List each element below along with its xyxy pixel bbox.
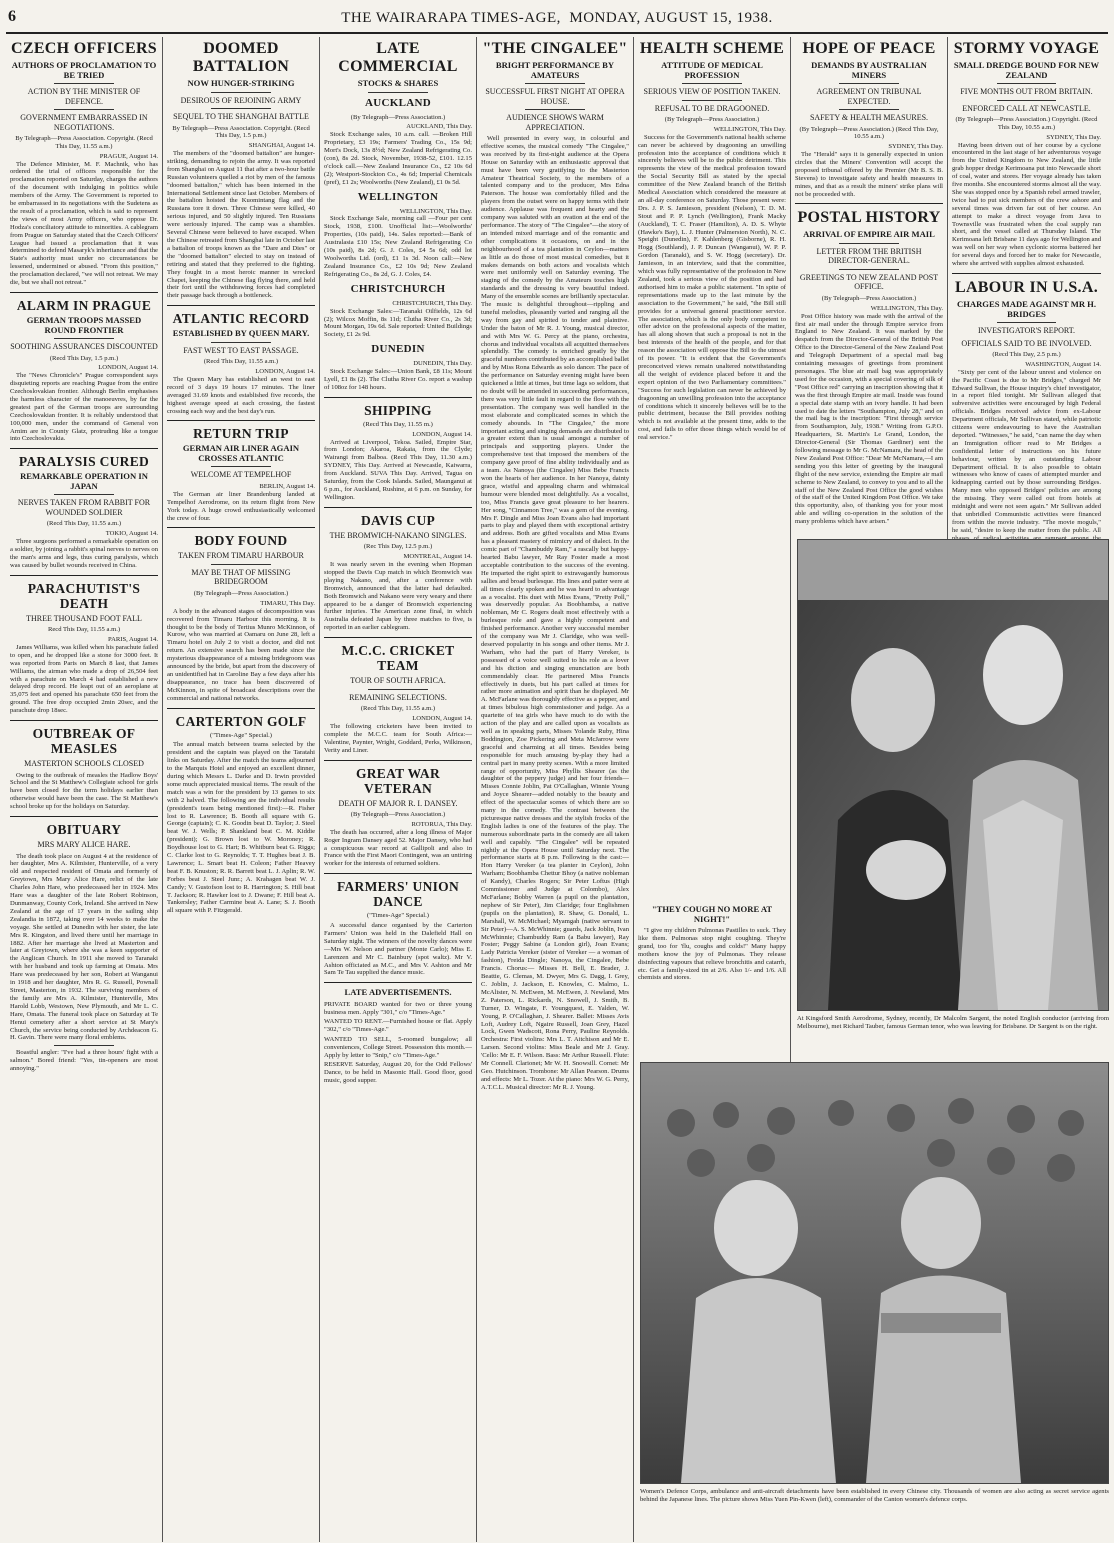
photo-block-bottom bbox=[640, 1058, 1109, 1508]
subheadline: AUTHORS OF PROCLAMATION TO BE TRIED bbox=[11, 60, 157, 80]
credit-line: (By Telegraph—Press Association.) bbox=[821, 294, 917, 302]
subheadline: TAKEN FROM TIMARU HARBOUR bbox=[178, 551, 304, 561]
subheadline: REMARKABLE OPERATION IN JAPAN bbox=[20, 471, 148, 491]
headline: HOPE OF PEACE bbox=[802, 40, 936, 57]
headline: ALARM IN PRAGUE bbox=[16, 298, 152, 313]
photo-image bbox=[798, 540, 1108, 1010]
article-body: The Defence Minister, M. F. Machnik, who has ordered the trial of officers responsible for the proclamation reported on Saturday, charges the authors of the document with indulging in politics while members of the Army. The Government is reported to be embarrassed in its negotiations with the Sudetens as the result of a proclamation, which is said to represent the views of most Army officers, who oppose Dr. Hodza's conciliatory attitude to minorities. A cablegram from Prague on Saturday stated that the Czech Officers' League had issued a proclamation that it was determined to defend Masaryk's inheritance and that the State's authority must under no circumstances be lessened, undermined or abused. "From this position," the proclamation declared, "we will not retreat. We may die, but we shall not retreat." bbox=[10, 160, 158, 287]
headline: OBITUARY bbox=[46, 822, 122, 838]
column-2 bbox=[163, 37, 320, 1542]
article-carterton-golf bbox=[167, 714, 315, 916]
cough-ad bbox=[634, 899, 791, 1069]
subheadline: AUDIENCE SHOWS WARM APPRECIATION. bbox=[506, 113, 604, 132]
subheadline: SERIOUS VIEW OF POSITION TAKEN. bbox=[643, 87, 781, 96]
article-body: It was nearly seven in the evening when Hopman stopped the Davis Cup match in which Bromwich was playing Nakano, and, after a conference with Bromwich, announced that the latter had defaulted. Both Bromwich and Nakano were very weary and there appeared to be a danger of Bromwich experiencing further injuries. The American zone final, in which Australia defeated Japan by three matches to five, is reported in an earlier cablegram. bbox=[324, 561, 472, 632]
article-body: Owing to the outbreak of measles the Hadlow Boys' School and the St Matthew's Collegiate school for girls have been closed for the term holidays earlier than otherwise would have been the case. The St Matthew's school broke up for the holidays on Saturday. bbox=[10, 771, 158, 811]
subheadline: MAY BE THAT OF MISSING BRIDEGROOM bbox=[191, 567, 291, 587]
subheadline: BRIGHT PERFORMANCE BY AMATEURS bbox=[495, 60, 615, 80]
article-body: Success for the Government's national health scheme can never be achieved by dragooning an unwilling profession into the acceptance of conditions which it sincerely believes will be to the public detriment. This represents the view of the medical profession toward the Social Security Bill as stated by the special committee of the New Zealand branch of the British Medical Association which considered the measure at an all-day conference on Saturday. Those present were: Drs. J. P. S. Jamieson, president (Nelson), T. D. M. Stout and P. P. Lynch (Wellington), Frank Macky (Auckland), T. C. Fraser (Hamilton), A. D. S. Whyte (Hawke's Bay), L. J. Hunter (Palmerston North), N. C. Speight (Dunedin), F. Kahlenberg (Gisborne), R. H. Hogg (Southland), J. P. Duncan (Wanganui), W. P. P. Gordon (Taranaki), and S. W. Hogg (secretary). Dr. Jamieson, in an interview, said that the committee, which was fully representative of the profession in New Zealand, took a serious view of the position and had authorised him to make a public statement. "In spite of representations made up to the last minute by the association to the Government," he said, "the Bill still provides for a universal general practitioner service. The association, which is the only body competent to offer advice on the professional aspects of the matter, has all along shown that such a proposal is not in the best interests of the health of the people, and for that reason the association will oppose the Bill to the utmost of its power. "It is evident that the Government's preconceived views remain unaltered notwithstanding all the weight of evidence placed before it and the expert opinion of the two Parliamentary committees." "Success for such legislation can never be achieved by dragooning an unwilling profession into the acceptance of conditions which it sincerely believes will be to the public detriment, because the Bill provides nothing which is not available at the present time, adds to the cost, and fails to offer those things which would be of real service." bbox=[638, 133, 786, 442]
classified-ad: RESERVE Saturday, August 20, for the Odd Fellows' Dance, to be held in Masonic Hall. Good floor, good music, good supper. bbox=[324, 1061, 472, 1085]
photo-block-top bbox=[797, 535, 1109, 1035]
classified-ad: PRIVATE BOARD wanted for two or three young business men. Apply "301," c/o "Times-Age." bbox=[324, 1000, 472, 1016]
headline: SHIPPING bbox=[364, 402, 432, 418]
article-body: The German air liner Brandenburg landed at Tempelhof Aerodrome, on its return flight from New York today. A huge crowd enthusiastically welcomed the crew of four. bbox=[167, 490, 315, 522]
dateline: LONDON, August 14. bbox=[255, 368, 315, 376]
credit-line: By Telegraph—Press Association. Copyright. (Recd This Day, 1.5 p.m.) bbox=[172, 124, 310, 140]
article-body: The death took place on August 4 at the residence of her daughter, Mrs A. Kilmister, Hunterville, of a very old and respected resident of Omata and formerly of Greytown, Mrs Mary Alice Hare, relict of the late Charles John Hare, who predeceased her in 1924. Mrs Hare was a daughter of the late Robert Robinson, Dunmanway, County Cork, Ireland. She arrived in New Zealand at the age of 17 years in the sailing ship Zealandia in 1872, taking over 14 weeks to make the voyage. She settled at Dunedin with her sister, the late Mrs R. Kingston, and lived there until her marriage in 1882. After her marriage she lived at Masterton and later at Greytown, where she was a keen supporter of the Anglican Church. In 1911 she moved to Taranaki with her husband and took up farming at Omata. Mrs Hare was predeceased by her son, Robert at Wanganui in 1918 and her daughter, Mrs R. G. Russell, Pownall Street, Masterton, in 1932. The surviving members of the family are Mrs A. Kilmister, Hunterville, Mrs Harold Lobb, Westown, New Plymouth, and Mr L. C. Hare, Omata. The funeral took place on Saturday at Te Henui cemetery after a short service at St Mary's Church, the service being conducted by Archdeacon G. H. Gavin. There were many floral emblems. bbox=[10, 852, 158, 1042]
article-body: Well presented in every way, in colourful and effective scenes, the musical comedy "The Cingalee," was received by its first-night audience at the Opera House on Saturday with an enthusiastic approval that must have been very gratifying to the Masterton Amateur Theatrical Society, to the members of a talented company and to the producer, Mrs Edna Paterson. The house was comfortably filled and the players from the outset were on happy terms with their audience. Applause was frequent and hearty and the company was saluted with an ovation at the end of the performance. The story of "The Cingalee"—the story of an intended mixed marriage and of the romantic and other complications it occasions, on and in the neighbourhood of a tea plantation in Ceylon—matters as little as do those of most musical comedies, but it makes demands on both actors and vocalists which were met uniformly well on Saturday evening. The staging of the comedy by the Amateurs touches high standards and the dressing is very beautiful indeed. Many of the ensemble scenes are brilliantly spectacular. The music is delightful throughout—rippling and tuneful melodies, pleasantly varied and ranging all the way from gay and spirited to tender and plaintive. Under the baton of Mr R. J. Young, musical director, and with Mrs W. G. Percy at the piano, orchestra, chorus and individual vocalists all acquitted themselves splendidly. The comedy is enriched greatly by the graceful numbers contributed by an accomplished ballet and by Miss Rona Edwards as solo dancer. The pace of the performance on Saturday evening might have been quickened a little at times, but time lags so seldom, that no doubt will be amended in succeeding performances, there was very little fault in regard to the flow with the presentation. The company was well handled in the most elaborate and complicated scenes in which the comedy abounds. In "The Cingalee," the more important acting and singing demands are distributed to a greater extent than is usual amongst a number of principals and supporting players. Under the comprehensive test that imposed the members of the company gave proof of fine ability individually and as a team. As Nanoya (the Cingalee) Miss Bebe Francis won the hearts of her audience. In her Nanoya, dainty grace, wistful and appealing charm and whimsical humour were blended most delightfully. As a vocalist, too, Miss Francis gave great pleasure to her hearers. Her song, "Cinnamon Tree," was a gem of the evening. Mrs F. Dingle and Miss Joan Evans also had important parts to play and played them with exceptional artistry and address. Both are gifted vocalists and Miss Evans has a pleasant mastery of mimicry and of dialect. In the comic part of "Chambuddy Ram," a rascally but happy-hearted Babu lawyer, Mr Ray Foster made a most acceptable contribution to the success of the evening. He imparted the right spirit to extravagantly humorous sallies and broad burlesque. His lines and patter were at all times clearly spoken and he was heard to advantage as a vocalist. His duet with Miss Evans, "Pretty Poll," was deservedly popular. As Boobhamba, a native nobleman, Mr C. Rogers dealt most effectively with a burlesque role and gave a highly competent and finished performance. Another very successful member of the company was Mr J. Claridge, who was well-deserved popularity in his songs and other items. Mr J. Warham, who had the part of Harry Vereker, is possessed of a voice well suited to his role as a lover and his diction and singing enunciation are both commendably clear. He partnered Miss Francis effectively in duets, but his part called at times for rather more animation and spirit than he displayed. Mr A. McFarlane was thoroughly effective as a pepper, and at times bibulous high commissioner and judge. As a quartette of tea girls who have much to do with the action of the play and are called upon as vocalists as well as in speaking parts, Misses Yolande Ruby, Hina Boddington, Zoe Pickering and Meta McJarrow were graceful and charming at all times. Besides being responsible for much amusing by-play they had a central part in many pretty scenes. With a more limited range of opportunity, Miss Phyllis Shearer (as the daughter of the peppery judge) and her four friends—Misses Connie Joblin, Pat O'Callaghan, Winnie Young and Joyce Shearer—added notably to the beauty and effect of the spectacular scenes of which there are so many in the comedy. The contrast between the picturesque native dresses and the stylish frocks of the English ladies is one of the features of the play. The numerous subordinate parts in the comedy are all taken well and capably. "The Cingalee" will be repeated nightly at the Opera House until Saturday next. The performance starts at 8 p.m. Following is the cast:— Hon Harry Vereker (a tea planter in Ceylon), John Warham; Boobhamba Chettur Bhoy (a native nobleman of Kandy), Charles Rogers; Sir Peter Loftus (High Commissioner and Judge at Colombo), Alex McFarlane; Bobby Warren (a pupil on the plantation, nephew of Sir Peter), Jim Claridge; four Englishmen (pupils on the plantation), R. Shaw, G. Donald, L. Marshall, W. McMichael; Myamgah (native servant to Sir Peter)—A. S. McWhinnie; guards, Jack Joblin, Ivan McWhinnie; Chambuddy Ram (a Babu lawyer), Ray Foster; Peggy Sabine (a London girl), Joan Evans; Lady Patricia Vereker (sister of Vereker — a woman of fashion), Freida Dingle; Nanoya, the Cingalee, Bebe Francis. Chorus:— Misses H. Bell, E. Brader, J. Beattie, G. Clemas, M. Dwyer, Mrs G. Dagg, I. Grey, C. Joblin, J. Jackson, E. Knowles, C. Malmo, L. McAlister, N. McEwen, M. McEwen, J. Newland, Mrs Z. Paterson, L. Rickards, N. Snowell, J. Smith, B. Turner, D. Wingate, F. Youngquest, E. Yalden, W. Young, P. O'Callaghan, J. Shearer. Ballet: Misses Avis Loft, Audrey Loft, Ngaire Russell, Joan Grey, Hazel Lock, Gwen Wadscott, Rona Perry, Pauline Reynolds. Orchestra: First violins: Mrs L. T. Aitchison and Mr E. Larsen. Second violins: Miss Beale and Mr J. Gray. 'Cello: Mr E. F. Wilson. Bass: Mr Arthur Russell. Flute: Mr Connell. Clarionet; Mr W. H. Snowsill. Cornet: Mr Geo. Hutchinson. Trombone: Mr Allan Pearson. Drums and effects: Mr L. Tozer. At the piano: Mrs W. G. Perry, A.T.C.L. Musical director: Mr R. J. Young. bbox=[481, 135, 629, 1091]
dateline: PRAGUE, August 14. bbox=[99, 152, 158, 160]
subheadline: SOOTHING ASSURANCES DISCOUNTED bbox=[10, 342, 158, 351]
subheadline: STOCKS & SHARES bbox=[357, 78, 439, 88]
article-body: Stock Exchange Sales:—Union Bank, £8 11s; Mount Lyell, £1 8s (2). The Clutha River Co. report a washup of 108oz for 148 hours. bbox=[324, 368, 472, 391]
subheadline: WELCOME AT TEMPELHOF bbox=[190, 470, 292, 480]
dateline: LONDON, August 14. bbox=[98, 364, 158, 372]
subheadline: THE BROMWICH-NAKANO SINGLES. bbox=[329, 530, 467, 540]
subheadline: ATTITUDE OF MEDICAL PROFESSION bbox=[661, 60, 763, 80]
subheadline: SEQUEL TO THE SHANGHAI BATTLE bbox=[173, 112, 309, 121]
dateline: SYDNEY, This Day. bbox=[888, 143, 943, 151]
credit-line: ("Times-Age" Special.) bbox=[367, 912, 429, 920]
subheadline: CHARGES MADE AGAINST MR H. BRIDGES bbox=[956, 299, 1097, 319]
section-head-wellington: WELLINGTON bbox=[357, 190, 439, 203]
headline: RETURN TRIP bbox=[193, 426, 289, 442]
headline: ATLANTIC RECORD bbox=[172, 311, 310, 327]
photo-womens-defence-corps bbox=[640, 1062, 1109, 1484]
subheadline: TOUR OF SOUTH AFRICA. bbox=[350, 676, 446, 686]
subheadline: ESTABLISHED BY QUEEN MARY. bbox=[172, 328, 310, 339]
subheadline: MASTERTON SCHOOLS CLOSED bbox=[24, 759, 144, 769]
dateline: TIMARU, This Day. bbox=[260, 599, 315, 607]
masthead bbox=[6, 4, 1108, 34]
article-parachutists-death bbox=[10, 581, 158, 715]
headline: HEALTH SCHEME bbox=[639, 40, 785, 57]
dateline: CHRISTCHURCH, This Day. bbox=[392, 299, 472, 307]
subheadline: FIVE MONTHS OUT FROM BRITAIN. bbox=[960, 87, 1093, 96]
subheadline: SMALL DREDGE BOUND FOR NEW ZEALAND bbox=[953, 60, 1100, 80]
dateline: WASHINGTON, August 14. bbox=[1025, 360, 1101, 368]
subheadline: INVESTIGATOR'S REPORT. bbox=[977, 326, 1076, 335]
credit-line: (By Telegraph—Press Association.) bbox=[664, 116, 760, 123]
subheadline: DEATH OF MAJOR R. I. DANSEY. bbox=[338, 798, 458, 808]
subheadline: GREETINGS TO NEW ZEALAND POST OFFICE. bbox=[799, 272, 939, 292]
dateline: TOKIO, August 14. bbox=[105, 530, 158, 538]
headline: LABOUR IN U.S.A. bbox=[954, 279, 1099, 296]
credit-line: (By Telegraph—Press Association.) bbox=[193, 589, 289, 597]
article-body: The following cricketers have been invited to complete the M.C.C. team for South Africa:—Valentine, Paynter, Wright, Goddard, Perks, Wilkinson, Verity and Liner. bbox=[324, 722, 472, 754]
article-body: The "Herald" says it is generally expected in union circles that the Miners' Convention will accept the proposed tribunal offered by the Premier (Mr B. S. B. Stevens) to investigate safety and health measures in mines, and that as a result the miners' strike plans will not be proceeded with. bbox=[795, 151, 943, 198]
dateline: WELLINGTON, This Day. bbox=[870, 304, 943, 312]
credit-line: (Recd This Day, 1.5 p.m.) bbox=[49, 354, 119, 362]
article-body: The annual match between teams selected by the president and the captain was played on the Taratahi links on Saturday. After the match the teams adjourned to the Marquis Hotel and enjoyed an excellent dinner, during which Messrs L. Darke and D. Irwin provided some much appreciated musical items. The result of the match was a win for the president by 13 games to six with 2 halved. The following are the individual results (president's team being mentioned first):—R. Fisher lost to R. Lawrence; B. Booth all square with G. George (captain); C. K. Goodin beat D. Taylor; J. Steel beat W. J. Wells; P. Shankland beat C. M. Kiddie (president); G. Brown lost to W. Moroney; R. Boydhouse lost to G. Hart; B. Whitburn beat G. Riggs; C. Clarke lost to G. Reynolds; T. T. Hughes beat J. B. Lawrence; L. Smart beat H. Coleon; Father Heavey beat F. B. Knuston; R. R. Barrett beat L. J. Aplin; R. W. Forbes beat J. Steel Junr.; A. Krahagen beat W. J. Candy; V. Gustofson lost to R. Harrington; S. Hill beat T. Jackson; R. Hawker lost to J. Dwane; F. Hill beat A. Tankersley; Father Carmine beat A. Lane; S. J. Booth all square with P. Fitzgerald. bbox=[167, 741, 315, 915]
article-labour-in-usa bbox=[952, 279, 1101, 574]
headline: PARACHUTIST'S DEATH bbox=[27, 580, 141, 611]
classified-ad: WANTED TO SELL, 5-roomed bungalow; all conveniences, College Street. Possession this month.—Apply by letter to "Snip," c/o "Times-Age." bbox=[324, 1036, 472, 1059]
headline: POSTAL HISTORY bbox=[797, 209, 941, 227]
subheadline: DEMANDS BY AUSTRALIAN MINERS bbox=[811, 60, 927, 80]
article-body: Having been driven out of her course by a cyclone encountered in the last stage of her adventurous voyage from the United Kingdom to New Zealand, the little grab hopper dredge Kerimoana put into Newcastle short of coal, water and stores. Her voyage already has taken five months. She encountered storms almost all the way. She was stopped once by a Spanish rebel armed trawler, twice had to put sick members of the crew ashore and several times was driven far out of her course. An attempt to make a direct voyage from Java to Townsville was frustrated when the coal supply ran short, and the vessel called at Thursday Island. The Kerimoana left Brisbane 11 days ago for Wellington and was well on her way when cyclonic storms battered her for several days and forced her to make for Newcastle, where she arrived with supplies almost exhausted. bbox=[952, 141, 1101, 268]
headline: "THE CINGALEE" bbox=[482, 40, 628, 57]
dateline: ROTORUA, This Day. bbox=[411, 820, 472, 828]
article-body: Stock Exchange Sale, morning call —Four per cent Stock, 1938, £100. Unofficial list:—Woolworths' Properties, (10s paid), 14s. Sales reported:—Bank of Australasia £10 15s; New Zealand Refrigerating Co (10s paid), 8s 2d; G. J. Coles, £4 5s 6d; odd lot Woolworths Ltd. (ord), £1 1s 3d. Noon call:—New Zealand Insurance Co., £2 10s 9d; New Zealand Refrigerating Co., 8s 2d, G. J. Coles, £4. bbox=[324, 215, 472, 278]
subheadline: OFFICIALS SAID TO BE INVOLVED. bbox=[961, 338, 1092, 348]
article-body: "Sixty per cent of the labour unrest and violence on the Pacific Coast is due to Mr Bridges," charged Mr Edward Sullivan, the House inquiry's chief investigator, in a report filed tonight. Mr Sullivan alleged that subversive activities were encouraged by high Federal officials. Bridges received advice from ex-Labour Department officials, Mr Sullivan stated, while patriotic citizens were endeavouring to have the Australian deported. "Witnesses," he said, "can name the day when an Immigration officer read to Mr Bridges a confidential letter of instructions on his future behaviour, written by an outstanding Labour Department official. It is also possible to obtain witnesses who know of cases of attempted murder and kidnapping carried out by those surrounding Bridges. Many men who opposed Bridges' policies are among the missing. They were called out from hotels at midnight and were not seen again." Mr Sullivan added that unbridled Communistic activities were financed from within the movie industry. "The movie moguls," he said, "desire to keep the matter from the public. All bbox=[952, 368, 1101, 534]
headline: DAVIS CUP bbox=[360, 512, 436, 528]
ad-body: "I give my children Pulmonas Pastilles to suck. They like them. Pulmonas stop night coughing. They're grand, too for 'flu, coughs and colds!" Many happy mothers know the joy of Pulmonas. They release disinfecting vapours that relieve bronchitis and catarrh, etc. Get a family-sized tin at 2/6. Also 1/- and 1/6. All chemists and stores. bbox=[638, 927, 786, 982]
subheadline: GOVERNMENT EMBARRASSED IN NEGOTIATIONS. bbox=[20, 113, 148, 132]
headline: LATE COMMERCIAL bbox=[338, 40, 458, 75]
article-body: Arrived at Liverpool, Tekoa. Sailed, Empire Star, from London; Akaroa, Rakaia, from the Clyde; Wairangi from Balboa. (Recd This Day, 11.30 a.m.) SYDNEY, This Day. Arrived at Newcastle, Kaiwarra, from Auckland. SUVA This Day. Arrived, Tagua on Saturday, from the Cook Islands. Sailed, Maunganui at 6 p.m., for Auckland, Rushine, at 6 p.m. on Sunday, for Wellington. bbox=[324, 438, 472, 501]
subheadline: FAST WEST TO EAST PASSAGE. bbox=[183, 345, 299, 355]
dateline: LONDON, August 14. bbox=[412, 430, 472, 438]
ads-heading: LATE ADVERTISEMENTS. bbox=[344, 987, 452, 998]
column-1 bbox=[6, 37, 163, 1542]
credit-line: (By Telegraph—Press Association.) bbox=[350, 113, 446, 121]
subheadline: DESIROUS OF REJOINING ARMY bbox=[180, 95, 302, 105]
section-head-dunedin: DUNEDIN bbox=[371, 343, 425, 356]
section-head-auckland: AUCKLAND bbox=[365, 96, 431, 109]
article-paralysis-cured bbox=[10, 454, 158, 569]
subheadline: NOW HUNGER-STRIKING bbox=[187, 78, 295, 88]
headline: BODY FOUND bbox=[194, 533, 288, 549]
article-body: The Queen Mary has established an west to east record of 3 days 19 hours 17 minutes. The liner averaged 31.69 knots and established five records, the highest average speed at each crossing, the fastest crossing each way and the best day's run. bbox=[167, 375, 315, 415]
subheadline: ARRIVAL OF EMPIRE AIR MAIL bbox=[803, 229, 935, 240]
credit-line: (Recd This Day, 11.55 m.) bbox=[363, 420, 433, 428]
article-doomed-battalion bbox=[167, 40, 315, 300]
subheadline: LETTER FROM THE BRITISH DIRECTOR-GENERAL. bbox=[816, 246, 922, 266]
photo-caption: At Kingsford Smith Aerodrome, Sydney, recently, Dr Malcolm Sargent, the noted English conductor (arriving from Melbourne), met Richard Tauber, famous German tenor, who was leaving for Brisbane. Dr Sargent is on the right. bbox=[797, 1015, 1109, 1030]
photo-caption: Women's Defence Corps, ambulance and anti-aircraft detachments have been established in every Chinese city. Thousands of women are also acting as secret service agents behind the Japanese lines. The picture shows Miss Yuen Pin-Kwen (left), commander of the Canton women's defence corps. bbox=[640, 1488, 1109, 1503]
dateline: WELLINGTON, This Day. bbox=[713, 125, 786, 133]
headline: M.C.C. CRICKET TEAM bbox=[341, 643, 455, 674]
issue-date: MONDAY, AUGUST 15, 1938. bbox=[569, 9, 773, 26]
article-body: Stock Exchange sales, 10 a.m. call. —Broken Hill Proprietary, £3 19s; Farmers' Trading Co., 15s 9d; Mort's Dock, 13s 8½d; New Zealand Refrigerating Co. (con), 8s 2d. Stock, November, 1938-52, £101. 12.15 o'clock call.—New Zealand Insurance Co., £2 10s 6d (2); Westport-Stockton Co., 4s 6d; Imperial Chemicals (pref), £1 2s; Woolworths (New Zealand), £1 0s 5d. bbox=[324, 131, 472, 186]
ad-headline: "THEY COUGH NO MORE AT NIGHT!" bbox=[651, 904, 773, 924]
article-body: The members of the "doomed battalion" are hunger-striking, demanding to rejoin the army. It was reported from Shanghai on August 11 that after a two-hour battle Russian volunteers quelled a riot by men of the famous "doomed battalion," which has been interned in the International Settlement since last October. Members of the battalion hoisted the Kuomintang flag and the Russians tore it down. Three Chinese were killed, 40 serious injured, and 50 slightly injured. Ten Russians were seriously injured. The camp was a shambles. Several Chinese were believed to have escaped. When the Chinese retreated from Shanghai late in October last a battalion of troops known as the "Dare and Dies" or the "doomed battalion" elected to stay on instead of retiring and stated that they preferred to die fighting. They fought in a most heroic manner in wrecked Chapei, keeping the Chinese flag flying there, and held their fort until the withdrawing forces had completed their passage back through a bottleneck. bbox=[167, 150, 315, 300]
subheadline: REMAINING SELECTIONS. bbox=[349, 692, 447, 702]
article-mcc-cricket bbox=[324, 643, 472, 754]
article-farmers-union-dance bbox=[324, 879, 472, 977]
dateline: LONDON, August 14. bbox=[412, 714, 472, 722]
dateline: SYDNEY, This Day. bbox=[1046, 133, 1101, 141]
dateline: SHANGHAI, August 14. bbox=[248, 142, 315, 150]
article-outbreak-of-measles bbox=[10, 726, 158, 811]
dateline: BERLIN, August 14. bbox=[259, 482, 315, 490]
article-czech-officers bbox=[10, 40, 158, 287]
headline: PARALYSIS CURED bbox=[18, 454, 150, 470]
credit-line: (Recd This Day, 11.55 a.m.) bbox=[360, 705, 436, 713]
subheadline: MRS MARY ALICE HARE. bbox=[37, 840, 131, 850]
headline: DOOMED BATTALION bbox=[192, 40, 290, 75]
article-body: A successful dance organised by the Carterton Farmers' Union was held in the Dalefield Hall on Saturday night. The winners of the novelty dances were—Mrs W. Nelson and partner (Monte Carlo); Miss E. Larenzen and Mr C. Bainbury (spot waltz). Mr V. Ashton officiated as M.C., and Mrs V. Ashton and Mr Sam Te Tau supplied the dance music. bbox=[324, 922, 472, 977]
subheadline: NERVES TAKEN FROM RABBIT FOR WOUNDED SOLDIER bbox=[17, 498, 151, 517]
newspaper-title: THE WAIRARAPA TIMES-AGE, bbox=[341, 9, 561, 26]
credit-line: By Telegraph—Press Association. Copyright. (Recd This Day, 11.55 a.m.) bbox=[15, 135, 153, 150]
article-body: Post Office history was made with the arrival of the first air mail under the through Empire service from England to New Zealand. It was marked by the despatch from the Director-General of the British Post Office to the Director-General of the New Zealand Post and Telegraph Department of a special mail bag containing messages of greetings from prominent personages. The blue air mail bag was appropriately used for the occasion, with a special covering of silk of "Post Office red" carrying an inscription showing that it was the first through Empire air mail. Inside was found a special date stamp with an ivory handle. It had been used to date the letters "Southampton, July 28," and on the mail bag is the inscription: "First through service from Southampton, July, 1938." Writing from G.P.O. Headquarters, St. Martin's Le Grand, London, the Director-General (Sir Thomas Gardiner) sent the following message to Mr G. McNamara, the head of the New Zealand Post Office: "Dear Mr McNamara,—I am sending you this letter of greeting by the inaugural flight of the new service, extending the Empire air mail scheme to New Zealand, to convey to you and to all the staff of the New Zealand Post Office the good wishes of the staff of the United Kingdom Post Office. We take this opportunity, also, of thanking you for your most able and willing co-operation in the solution of the many problems which have arisen." bbox=[795, 312, 943, 526]
headline: OUTBREAK OF MEASLES bbox=[32, 726, 136, 757]
headline: STORMY VOYAGE bbox=[953, 40, 1100, 57]
section-head-christchurch: CHRISTCHURCH bbox=[350, 282, 446, 295]
article-davis-cup bbox=[324, 513, 472, 632]
subheadline: THREE THOUSAND FOOT FALL bbox=[26, 613, 142, 623]
credit-line: (Recd This Day, 2.5 p.m.) bbox=[992, 351, 1061, 358]
headline: CZECH OFFICERS bbox=[11, 40, 157, 57]
subheadline: ENFORCED CALL AT NEWCASTLE. bbox=[962, 103, 1091, 113]
dateline: PARIS, August 14. bbox=[108, 635, 158, 643]
photo-sargent-tauber bbox=[797, 539, 1109, 1011]
article-body: A body in the advanced stages of decomposition was recovered from Timaru Harbour this morning. It is thought to be the body of Tertius Munro McKinnon, of Kurow, who was married at Oamaru on June 28, left a Timaru hotel on July 2 to visit a doctor, and did not return. An extensive search has been made since the mysterious disappearance of a missing bridegroom was announced by the bride, but apart from the discovery of an unidentified hat in Caroline Bay a few days after his disappearance, no trace has been discovered of McKinnon, in spite of broadcast descriptions over the commercial and national networks. bbox=[167, 607, 315, 702]
article-stormy-voyage bbox=[952, 40, 1101, 268]
late-advertisements bbox=[324, 988, 472, 1084]
credit-line: Recd This Day, 11.55 a.m.) bbox=[47, 626, 121, 634]
article-body: Stock Exchange Sales:—Taranaki Oilfields, 12s 6d (2); Wilcox Moffin, 8s 11d; Clutha River Co., 2s 3d; Mount Morgan, 19s 6d. Sale reported: United Buildings Society, £1 2s 9d. bbox=[324, 307, 472, 339]
article-hope-of-peace bbox=[795, 40, 943, 198]
credit-line: (By Telegraph—Press Association.) (Recd This Day, 10.55 a.m.) bbox=[799, 125, 939, 141]
article-late-commercial bbox=[324, 40, 472, 392]
classified-ad: WANTED TO RENT.—Furnished house or flat. Apply "302," c/o "Times-Age." bbox=[324, 1018, 472, 1034]
subheadline: AGREEMENT ON TRIBUNAL EXPECTED. bbox=[816, 87, 922, 106]
subheadline: SAFETY & HEALTH MEASURES. bbox=[809, 113, 929, 122]
article-body: James Williams, was killed when his parachute failed to open, and he dropped like a stone for 3000 feet. It was reported from Paris on March 8 last, that James Williams, the airman who made a drop of 26,504 feet with a parachute on March 4 had established a new delayed drop record. He leapt out of an aeroplane at 35,075 feet and opened his parachute 650 feet from the ground. The free drop occupied 2min 20sec, and the parachute drop 18sec. bbox=[10, 643, 158, 715]
article-atlantic-record bbox=[167, 311, 315, 415]
article-shipping bbox=[324, 403, 472, 502]
article-body-found bbox=[167, 533, 315, 702]
article-postal-history bbox=[795, 209, 943, 526]
column-5 bbox=[634, 37, 791, 899]
credit-line: (By Telegraph—Press Association.) bbox=[350, 811, 446, 818]
article-obituary bbox=[10, 822, 158, 1073]
credit-line: ("Times-Age" Special.) bbox=[210, 731, 272, 739]
article-great-war-veteran bbox=[324, 766, 472, 869]
subheadline: SUCCESSFUL FIRST NIGHT AT OPERA HOUSE. bbox=[485, 87, 625, 106]
dateline: AUCKLAND, This Day. bbox=[406, 123, 472, 131]
dateline: DUNEDIN, This Day. bbox=[413, 360, 472, 368]
article-return-trip bbox=[167, 426, 315, 522]
credit-line: (Recd This Day, 11.55 a.m.) bbox=[203, 358, 279, 366]
credit-line: (By Telegraph—Press Association.) Copyright. (Recd This Day, 10.55 a.m.) bbox=[955, 116, 1098, 131]
dateline: MONTREAL, August 14. bbox=[403, 553, 472, 561]
headline: CARTERTON GOLF bbox=[175, 713, 307, 729]
article-body: The "News Chronicle's" Prague correspondent says disquieting reports are reaching Prague from the entire Czechoslovakian frontier. Although Berlin emphasises the harmless character of the manoeuvres, by far the greatest part of the German troops are surrounding Czechoslovakian frontier. It is reliably understood that 100,000 men, under the command of General von Arnim are in County Glatz, protruding like a tongue into Czechoslovakia. bbox=[10, 372, 158, 443]
subheadline: ACTION BY THE MINISTER OF DEFENCE. bbox=[27, 87, 141, 106]
dateline: WELLINGTON, This Day. bbox=[399, 207, 472, 215]
article-body: Three surgeons performed a remarkable operation on a soldier, by joining a rabbit's spinal nerves to nerves on the man's arms and legs, thus curing paralysis, which was caused by bullet wounds received in China. bbox=[10, 538, 158, 569]
column-4 bbox=[477, 37, 634, 1542]
credit-line: (Rec This Day, 12.5 p.m.) bbox=[363, 543, 433, 551]
photo-image bbox=[641, 1063, 1108, 1483]
subheadline: GERMAN TROOPS MASSED ROUND FRONTIER bbox=[26, 315, 142, 335]
column-3 bbox=[320, 37, 477, 1542]
article-alarm-in-prague bbox=[10, 298, 158, 443]
subheadline: REFUSAL TO BE DRAGOONED. bbox=[654, 103, 770, 113]
credit-line: (Recd This Day, 11.55 a.m.) bbox=[46, 520, 122, 528]
headline: FARMERS' UNION DANCE bbox=[336, 879, 460, 910]
joke-filler: Boastful angler: "I've had a three hours' fight with a salmon." Bored friend: "Yes, tin-openers are most annoying." bbox=[10, 1049, 158, 1073]
article-the-cingalee bbox=[481, 40, 629, 1092]
page-number: 6 bbox=[8, 8, 17, 25]
article-health-scheme bbox=[638, 40, 786, 442]
subheadline: GERMAN AIR LINER AGAIN CROSSES ATLANTIC bbox=[182, 443, 300, 463]
headline: GREAT WAR VETERAN bbox=[355, 765, 441, 796]
article-body: The death has occurred, after a long illness of Major Roger Ingram Dansey aged 52. Major Dansey, who had a conspicuous war record at Gallipoli and also in France with the First Maori Contingent, was an untiring worker for the interests of returned soldiers. bbox=[324, 828, 472, 868]
